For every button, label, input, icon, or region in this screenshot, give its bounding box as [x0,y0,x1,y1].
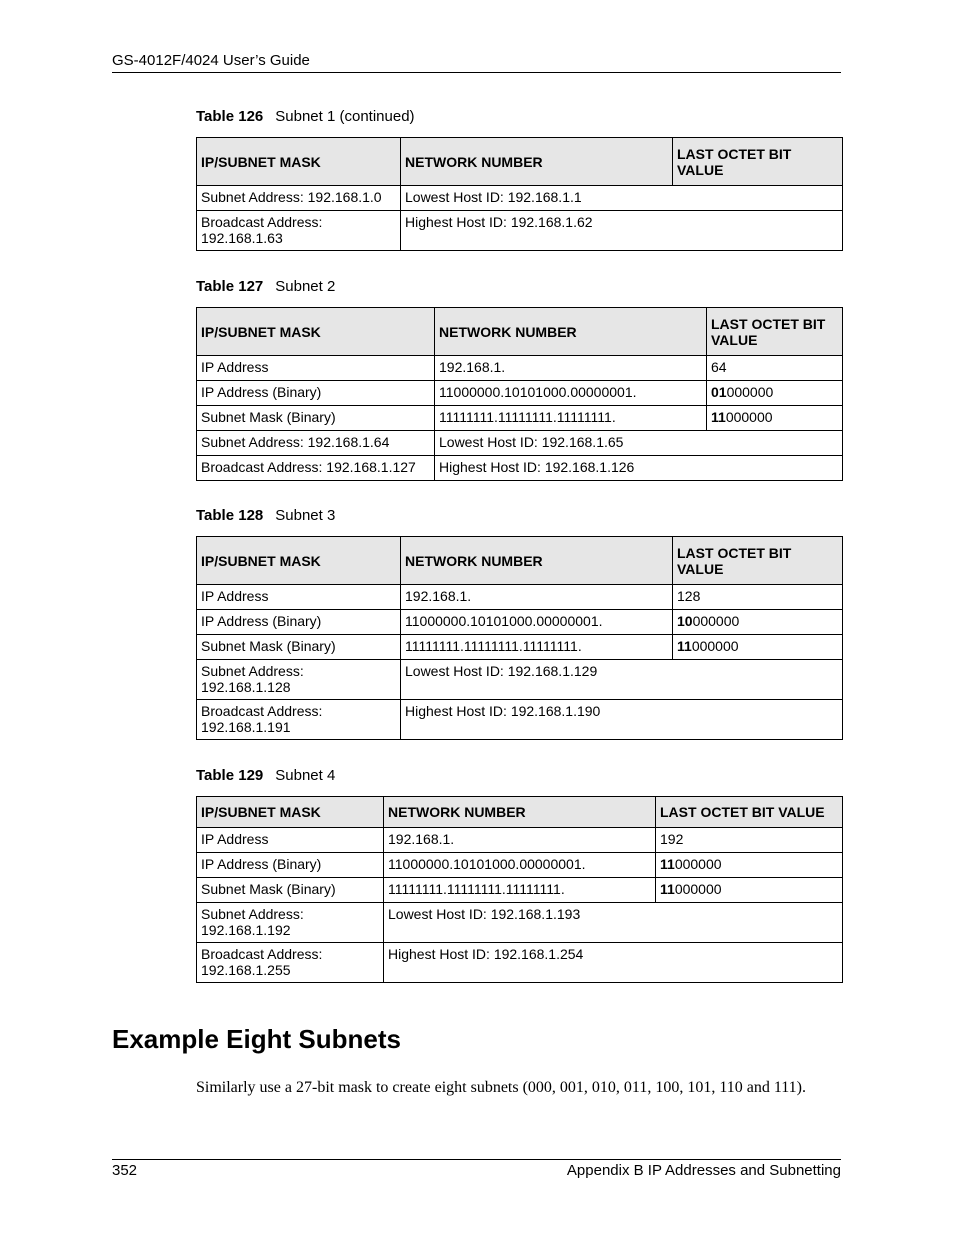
table-cell: Lowest Host ID: 192.168.1.1 [401,186,843,211]
table-cell: Subnet Address: 192.168.1.128 [197,660,401,700]
col-header-network-number: NETWORK NUMBER [401,138,673,186]
table-cell: IP Address (Binary) [197,853,384,878]
table-caption-text: Subnet 1 (continued) [275,108,415,125]
host-bits: 000000 [674,856,722,872]
table-129-caption [196,767,335,784]
col-header-last-octet-bit-value: LAST OCTET BIT VALUE [673,138,843,186]
section-heading: Example Eight Subnets [112,1024,401,1054]
table-cell: Broadcast Address: 192.168.1.255 [197,943,384,983]
table-cell [707,381,843,406]
table-cell [673,635,843,660]
table-row [197,585,843,610]
table-row [197,431,843,456]
section-body-paragraph: Similarly use a 27-bit mask to create eight subnets (000, 001, 010, 011, 100, 101, 110 and 111). [196,1079,806,1096]
table-cell: 11111111.11111111.11111111. [384,878,656,903]
table-cell: Broadcast Address: 192.168.1.191 [197,700,401,740]
table-cell: IP Address (Binary) [197,610,401,635]
table-cell: Highest Host ID: 192.168.1.254 [384,943,843,983]
host-bits: 000000 [691,638,739,654]
table-caption-text: Subnet 2 [275,278,336,295]
table-row [197,406,843,431]
host-bits: 000000 [692,613,740,629]
table-row [197,853,843,878]
table-caption-text: Subnet 3 [275,507,336,524]
table-row [197,356,843,381]
table-cell: IP Address [197,356,435,381]
table-row [197,828,843,853]
col-header-ip-subnet-mask: IP/SUBNET MASK [197,308,435,356]
table-cell: Subnet Mask (Binary) [197,406,435,431]
table-row [197,660,843,700]
table-header-row [197,308,843,356]
table-cell: Subnet Address: 192.168.1.0 [197,186,401,211]
subnet-bits: 11 [660,856,675,872]
table-row [197,943,843,983]
header-divider [112,72,841,73]
table-128 [196,536,843,740]
table-cell: 192 [656,828,843,853]
subnet-bits: 11 [711,409,726,425]
col-header-network-number: NETWORK NUMBER [384,797,656,828]
subnet-bits: 11 [660,881,675,897]
table-row [197,456,843,481]
table-header-row [197,138,843,186]
table-cell: 11111111.11111111.11111111. [401,635,673,660]
table-cell: Subnet Address: 192.168.1.64 [197,431,435,456]
table-cell: Subnet Mask (Binary) [197,878,384,903]
table-row [197,700,843,740]
table-127 [196,307,843,481]
table-cell: 128 [673,585,843,610]
table-cell [673,610,843,635]
table-cell: Lowest Host ID: 192.168.1.65 [435,431,843,456]
table-cell: 64 [707,356,843,381]
table-cell: 11000000.10101000.00000001. [435,381,707,406]
table-label: Table 127 [196,278,264,295]
table-cell: Highest Host ID: 192.168.1.190 [401,700,843,740]
table-label: Table 129 [196,767,264,784]
page-header-title: GS-4012F/4024 User’s Guide [112,52,310,69]
table-cell: Subnet Address: 192.168.1.192 [197,903,384,943]
col-header-ip-subnet-mask: IP/SUBNET MASK [197,138,401,186]
table-cell: IP Address (Binary) [197,381,435,406]
table-caption-text: Subnet 4 [275,767,336,784]
table-row [197,381,843,406]
subnet-bits: 11 [677,638,692,654]
table-cell [656,878,843,903]
table-cell: 11000000.10101000.00000001. [384,853,656,878]
table-127-caption [196,278,335,295]
table-label: Table 126 [196,108,264,125]
table-cell [707,406,843,431]
col-header-ip-subnet-mask: IP/SUBNET MASK [197,537,401,585]
footer-chapter-title: Appendix B IP Addresses and Subnetting [566,1162,841,1179]
table-row [197,878,843,903]
table-cell: 11111111.11111111.11111111. [435,406,707,431]
table-label: Table 128 [196,507,264,524]
col-header-last-octet-bit-value: LAST OCTET BIT VALUE [656,797,843,828]
table-cell: Broadcast Address: 192.168.1.127 [197,456,435,481]
col-header-ip-subnet-mask: IP/SUBNET MASK [197,797,384,828]
table-row [197,211,843,251]
table-cell: IP Address [197,585,401,610]
table-cell: 192.168.1. [435,356,707,381]
table-cell: Lowest Host ID: 192.168.1.129 [401,660,843,700]
table-header-row [197,537,843,585]
table-cell: Highest Host ID: 192.168.1.62 [401,211,843,251]
table-cell: 192.168.1. [384,828,656,853]
col-header-network-number: NETWORK NUMBER [401,537,673,585]
table-cell [656,853,843,878]
table-cell: 192.168.1. [401,585,673,610]
page-number: 352 [112,1162,138,1179]
table-row [197,610,843,635]
col-header-network-number: NETWORK NUMBER [435,308,707,356]
col-header-last-octet-bit-value: LAST OCTET BIT VALUE [673,537,843,585]
table-row [197,186,843,211]
subnet-bits: 01 [711,384,727,400]
host-bits: 000000 [726,384,774,400]
table-129 [196,796,843,983]
subnet-bits: 10 [677,613,693,629]
table-cell: Subnet Mask (Binary) [197,635,401,660]
footer-divider [112,1159,841,1160]
table-cell: Lowest Host ID: 192.168.1.193 [384,903,843,943]
table-128-caption [196,507,335,524]
host-bits: 000000 [674,881,722,897]
host-bits: 000000 [725,409,773,425]
table-cell: Broadcast Address: 192.168.1.63 [197,211,401,251]
table-126-caption [196,108,415,125]
table-cell: IP Address [197,828,384,853]
table-cell: Highest Host ID: 192.168.1.126 [435,456,843,481]
col-header-last-octet-bit-value: LAST OCTET BIT VALUE [707,308,843,356]
table-cell: 11000000.10101000.00000001. [401,610,673,635]
table-126 [196,137,843,251]
table-row [197,635,843,660]
table-header-row [197,797,843,828]
table-row [197,903,843,943]
